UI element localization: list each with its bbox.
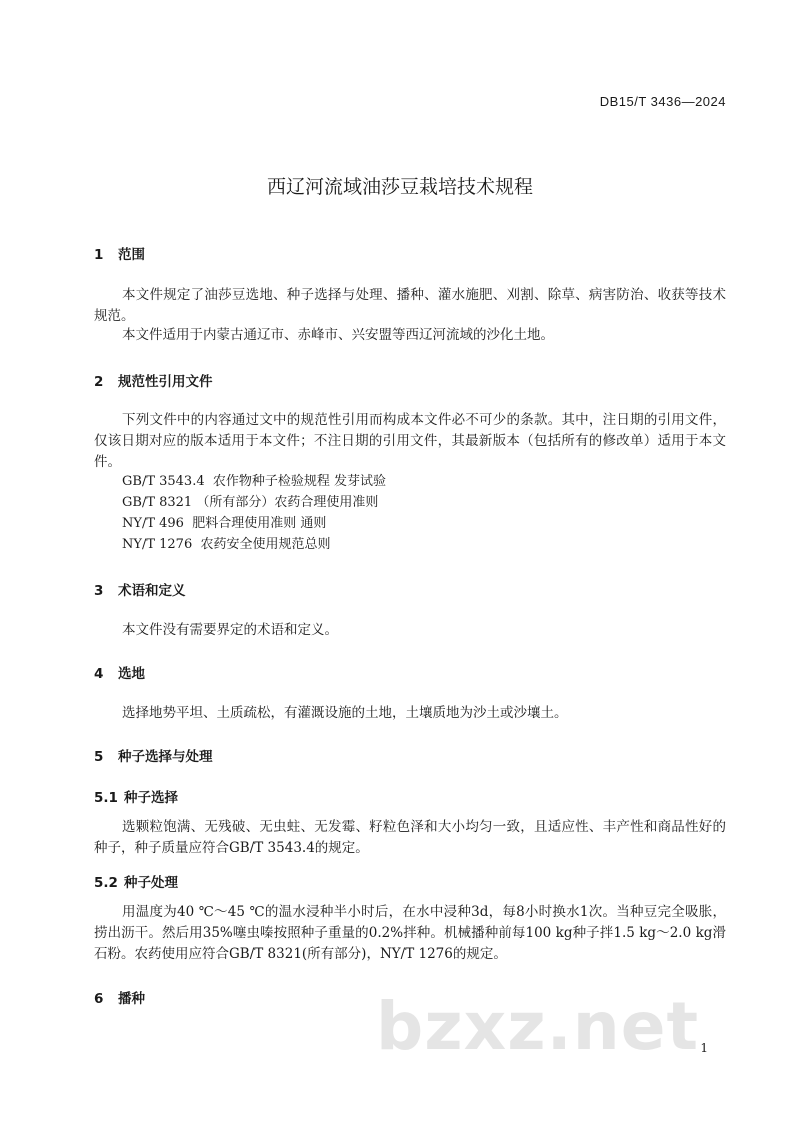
reference-item: NY/T 1276 农药安全使用规范总则: [122, 537, 331, 552]
section-1-paragraph-1: 本文件规定了油莎豆选地、种子选择与处理、播种、灌水施肥、刈割、除草、病害防治、收获等技术规范。: [94, 287, 726, 324]
section-2-heading: [94, 370, 213, 390]
section-title: 范围: [118, 247, 145, 263]
section-number: 5.2: [94, 875, 118, 891]
section-4-paragraph-1: 选择地势平坦、土质疏松，有灌溉设施的土地，土壤质地为沙土或沙壤土。: [122, 705, 568, 721]
section-number: 6: [94, 991, 104, 1007]
section-5-1-paragraph-1: 选颗粒饱满、无残破、无虫蛀、无发霉、籽粒色泽和大小均匀一致，且适应性、丰产性和商品性好的种子，种子质量应符合GB/T 3543.4的规定。: [94, 819, 726, 856]
section-title: 播种: [118, 991, 145, 1007]
section-5-heading: [94, 745, 213, 765]
section-number: 1: [94, 247, 104, 263]
section-1-paragraph-2: 本文件适用于内蒙古通辽市、赤峰市、兴安盟等西辽河流域的沙化土地。: [122, 327, 554, 343]
section-6-heading: [94, 987, 145, 1007]
reference-item: NY/T 496 肥料合理使用准则 通则: [122, 516, 327, 531]
section-5-2-heading: [94, 871, 178, 891]
section-4-heading: [94, 662, 145, 682]
section-5-1-heading: [94, 786, 178, 806]
section-5-2-paragraph-1: 用温度为40 ℃～45 ℃的温水浸种半小时后，在水中浸种3d，每8小时换水1次。当种豆完全吸胀，捞出沥干。然后用35%噻虫嗪按照种子重量的0.2%拌种。机械播种前每100 kg种子拌1.5 kg～2.0 kg滑石粉。农药使用应符合GB/T 8321(所有部分)，NY/T 1276的规定。: [94, 904, 726, 962]
section-title: 选地: [118, 666, 145, 682]
section-title: 规范性引用文件: [118, 374, 213, 390]
reference-item: GB/T 3543.4 农作物种子检验规程 发芽试验: [122, 474, 387, 489]
section-title: 种子选择: [124, 790, 178, 806]
document-title: 西辽河流域油莎豆栽培技术规程: [266, 176, 533, 198]
section-number: 5.1: [94, 790, 118, 806]
section-1-heading: [94, 243, 145, 263]
section-title: 术语和定义: [118, 583, 186, 599]
reference-item: GB/T 8321 （所有部分）农药合理使用准则: [122, 495, 379, 510]
section-3-heading: [94, 579, 186, 599]
document-code: DB15/T 3436—2024: [599, 94, 726, 109]
section-number: 5: [94, 749, 104, 765]
watermark: bzxz.net: [376, 988, 700, 1065]
page-number: 1: [700, 1041, 708, 1055]
section-title: 种子处理: [124, 875, 178, 891]
section-3-paragraph-1: 本文件没有需要界定的术语和定义。: [122, 622, 338, 638]
section-number: 4: [94, 666, 104, 682]
section-2-paragraph-1: 下列文件中的内容通过文中的规范性引用而构成本文件必不可少的条款。其中，注日期的引用文件，仅该日期对应的版本适用于本文件；不注日期的引用文件，其最新版本（包括所有的修改单）适用于本文件。: [94, 412, 726, 470]
section-title: 种子选择与处理: [118, 749, 213, 765]
section-number: 2: [94, 374, 104, 390]
section-number: 3: [94, 583, 104, 599]
